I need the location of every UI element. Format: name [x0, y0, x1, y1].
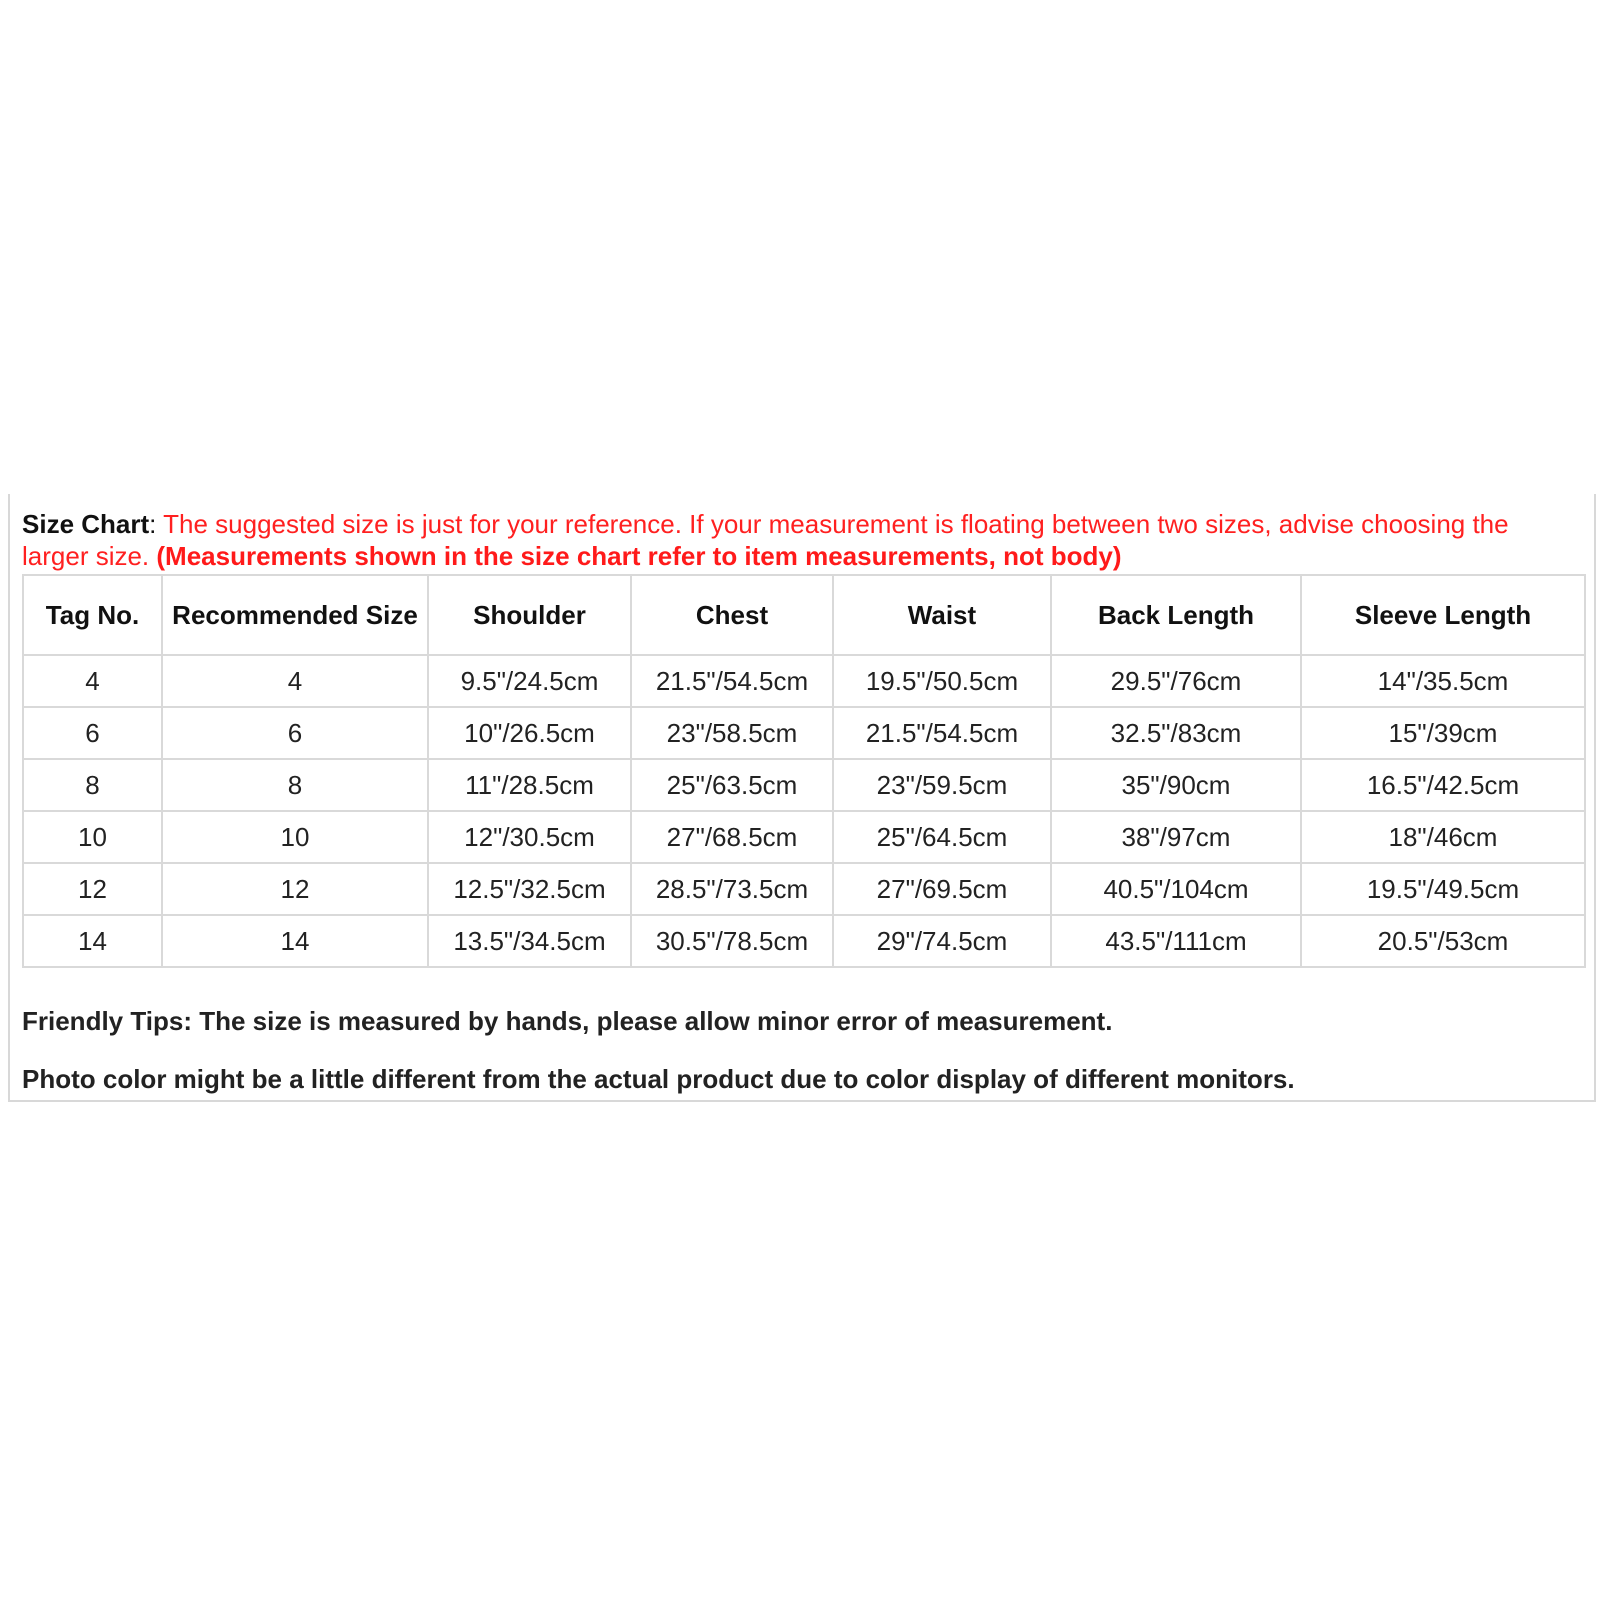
cell-waist: 19.5"/50.5cm — [833, 655, 1051, 707]
cell-recommended-size: 6 — [162, 707, 428, 759]
cell-back-length: 38"/97cm — [1051, 811, 1301, 863]
cell-back-length: 29.5"/76cm — [1051, 655, 1301, 707]
cell-shoulder: 13.5"/34.5cm — [428, 915, 631, 967]
cell-back-length: 43.5"/111cm — [1051, 915, 1301, 967]
cell-sleeve-length: 14"/35.5cm — [1301, 655, 1585, 707]
cell-chest: 28.5"/73.5cm — [631, 863, 833, 915]
header-recommended-size: Recommended Size — [162, 575, 428, 655]
cell-waist: 23"/59.5cm — [833, 759, 1051, 811]
table-row — [23, 863, 1585, 915]
table-row — [23, 759, 1585, 811]
table-row — [23, 655, 1585, 707]
size-chart-label: Size Chart — [22, 509, 150, 539]
cell-tag-no: 8 — [23, 759, 162, 811]
cell-sleeve-length: 18"/46cm — [1301, 811, 1585, 863]
cell-shoulder: 9.5"/24.5cm — [428, 655, 631, 707]
size-chart-bold-note: (Measurements shown in the size chart refer to item measurements, not body) — [156, 541, 1122, 571]
cell-recommended-size: 8 — [162, 759, 428, 811]
cell-shoulder: 12.5"/32.5cm — [428, 863, 631, 915]
friendly-tips: Friendly Tips: The size is measured by hands, please allow minor error of measurement. — [22, 1006, 1113, 1036]
cell-waist: 25"/64.5cm — [833, 811, 1051, 863]
cell-chest: 21.5"/54.5cm — [631, 655, 833, 707]
size-chart-panel — [8, 494, 1596, 1102]
cell-recommended-size: 12 — [162, 863, 428, 915]
cell-tag-no: 6 — [23, 707, 162, 759]
cell-tag-no: 12 — [23, 863, 162, 915]
size-chart-colon: : — [149, 509, 164, 539]
cell-sleeve-length: 16.5"/42.5cm — [1301, 759, 1585, 811]
cell-sleeve-length: 20.5"/53cm — [1301, 915, 1585, 967]
table-header-row — [23, 575, 1585, 655]
photo-color-note: Photo color might be a little different from the actual product due to color display of different monitors. — [22, 1064, 1295, 1094]
cell-sleeve-length: 15"/39cm — [1301, 707, 1585, 759]
cell-tag-no: 4 — [23, 655, 162, 707]
size-chart-intro — [22, 508, 1582, 572]
cell-shoulder: 12"/30.5cm — [428, 811, 631, 863]
table-row — [23, 707, 1585, 759]
size-table — [22, 574, 1586, 968]
cell-recommended-size: 10 — [162, 811, 428, 863]
cell-back-length: 35"/90cm — [1051, 759, 1301, 811]
header-tag-no: Tag No. — [23, 575, 162, 655]
cell-back-length: 40.5"/104cm — [1051, 863, 1301, 915]
cell-sleeve-length: 19.5"/49.5cm — [1301, 863, 1585, 915]
size-chart-note: The suggested size is just for your reference. If your measurement is floating between two sizes, advise choosing the larger size. — [22, 509, 1509, 571]
cell-chest: 23"/58.5cm — [631, 707, 833, 759]
cell-waist: 29"/74.5cm — [833, 915, 1051, 967]
cell-chest: 25"/63.5cm — [631, 759, 833, 811]
cell-chest: 30.5"/78.5cm — [631, 915, 833, 967]
cell-waist: 27"/69.5cm — [833, 863, 1051, 915]
header-waist: Waist — [833, 575, 1051, 655]
cell-waist: 21.5"/54.5cm — [833, 707, 1051, 759]
table-row — [23, 811, 1585, 863]
cell-back-length: 32.5"/83cm — [1051, 707, 1301, 759]
cell-recommended-size: 4 — [162, 655, 428, 707]
header-sleeve-length: Sleeve Length — [1301, 575, 1585, 655]
cell-shoulder: 10"/26.5cm — [428, 707, 631, 759]
header-shoulder: Shoulder — [428, 575, 631, 655]
cell-recommended-size: 14 — [162, 915, 428, 967]
cell-tag-no: 10 — [23, 811, 162, 863]
cell-shoulder: 11"/28.5cm — [428, 759, 631, 811]
header-chest: Chest — [631, 575, 833, 655]
table-row — [23, 915, 1585, 967]
cell-tag-no: 14 — [23, 915, 162, 967]
cell-chest: 27"/68.5cm — [631, 811, 833, 863]
header-back-length: Back Length — [1051, 575, 1301, 655]
